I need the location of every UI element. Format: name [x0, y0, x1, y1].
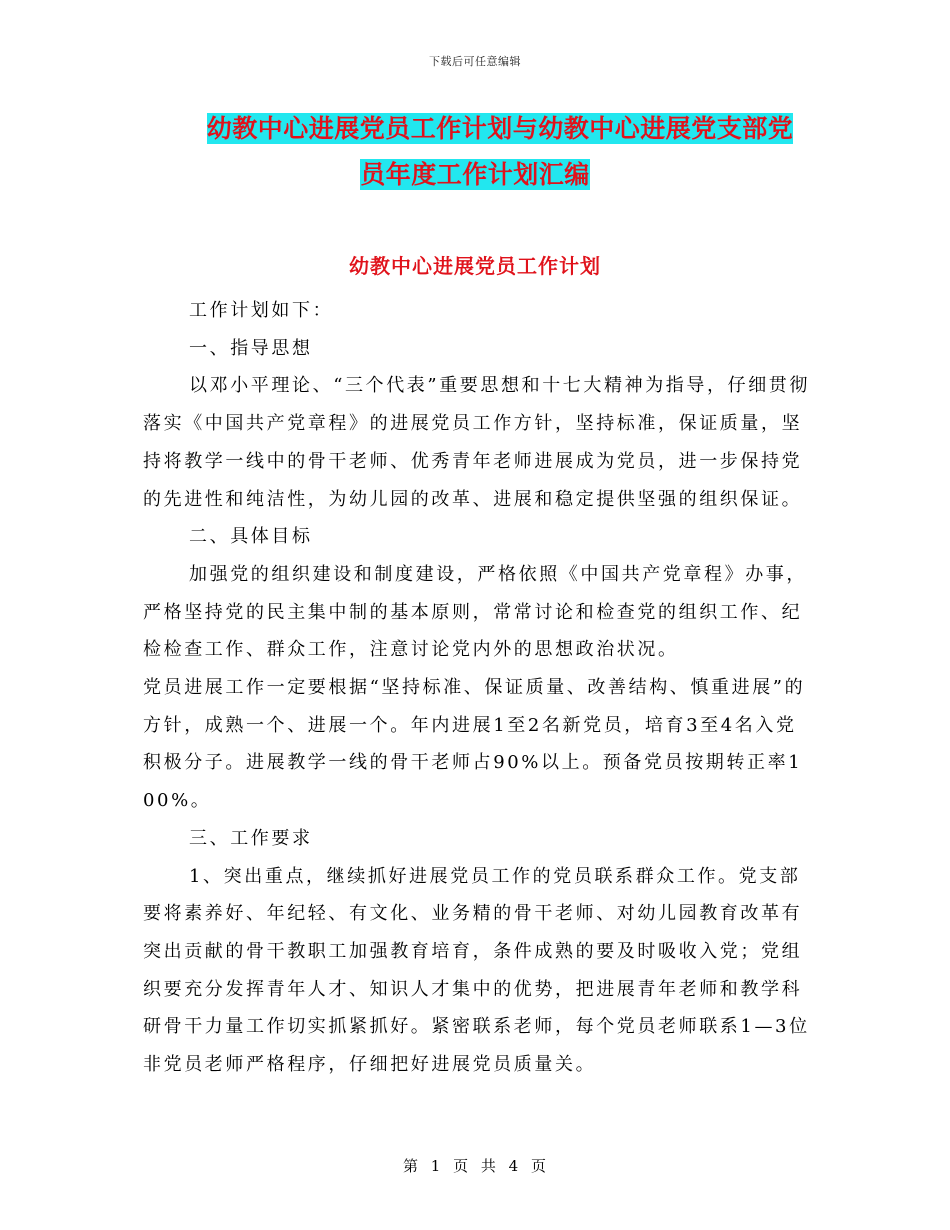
section-title: 幼教中心进展党员工作计划 — [349, 254, 601, 278]
document-title-line-2 — [0, 157, 950, 193]
intro-paragraph: 工作计划如下： — [189, 300, 334, 321]
document-body — [143, 292, 811, 1084]
document-title-line-1 — [0, 111, 950, 147]
paragraph-specific-goals-1: 加强党的组织建设和制度建设，严格依照《中国共产党章程》办事，严格坚持党的民主集中制的基本原则，常常讨论和检查党的组织工作、纪检检查工作、群众工作，注意讨论党内外的思想政治状况。 — [143, 563, 807, 661]
paragraph-work-requirements-1: 1、突出重点，继续抓好进展党员工作的党员联系群众工作。党支部要将素养好、年纪轻、有文化、业务精的骨干老师、对幼儿园教育改革有突出贡献的骨干教职工加强教育培育，条件成熟的要及时吸收入党；党组织要充分发挥青年人才、知识人才集中的优势，把进展青年老师和教学科研骨干力量工作切实抓紧抓好。紧密联系老师，每个党员老师联系1—3位非党员老师严格程序，仔细把好进展党员质量关。 — [143, 865, 810, 1076]
paragraph-guiding-ideology: 以邓小平理论、“三个代表”重要思想和十七大精神为指导，仔细贯彻落实《中国共产党章程》的进展党员工作方针，坚持标准，保证质量，坚持将教学一线中的骨干老师、优秀青年老师进展成为党员，进一步保持党的先进性和纯洁性，为幼儿园的改革、进展和稳定提供坚强的组织保证。 — [143, 375, 811, 510]
title-highlight-1: 幼教中心进展党员工作计划与幼教中心进展党支部党 — [206, 114, 794, 143]
title-highlight-2: 员年度工作计划汇编 — [360, 160, 590, 189]
paragraph-specific-goals-2: 党员进展工作一定要根据“坚持标准、保证质量、改善结构、慎重进展”的方针，成熟一个、进展一个。年内进展1至2名新党员，培育3至4名入党积极分子。进展教学一线的骨干老师占90%以上。预备党员按期转正率100%。 — [143, 677, 806, 812]
header-note: 下载后可任意编辑 — [429, 55, 521, 68]
heading-specific-goals: 二、具体目标 — [189, 526, 313, 548]
page-footer: 第 1 页 共 4 页 — [403, 1157, 547, 1175]
heading-guiding-ideology: 一、指导思想 — [189, 337, 313, 359]
heading-work-requirements: 三、工作要求 — [189, 827, 313, 849]
